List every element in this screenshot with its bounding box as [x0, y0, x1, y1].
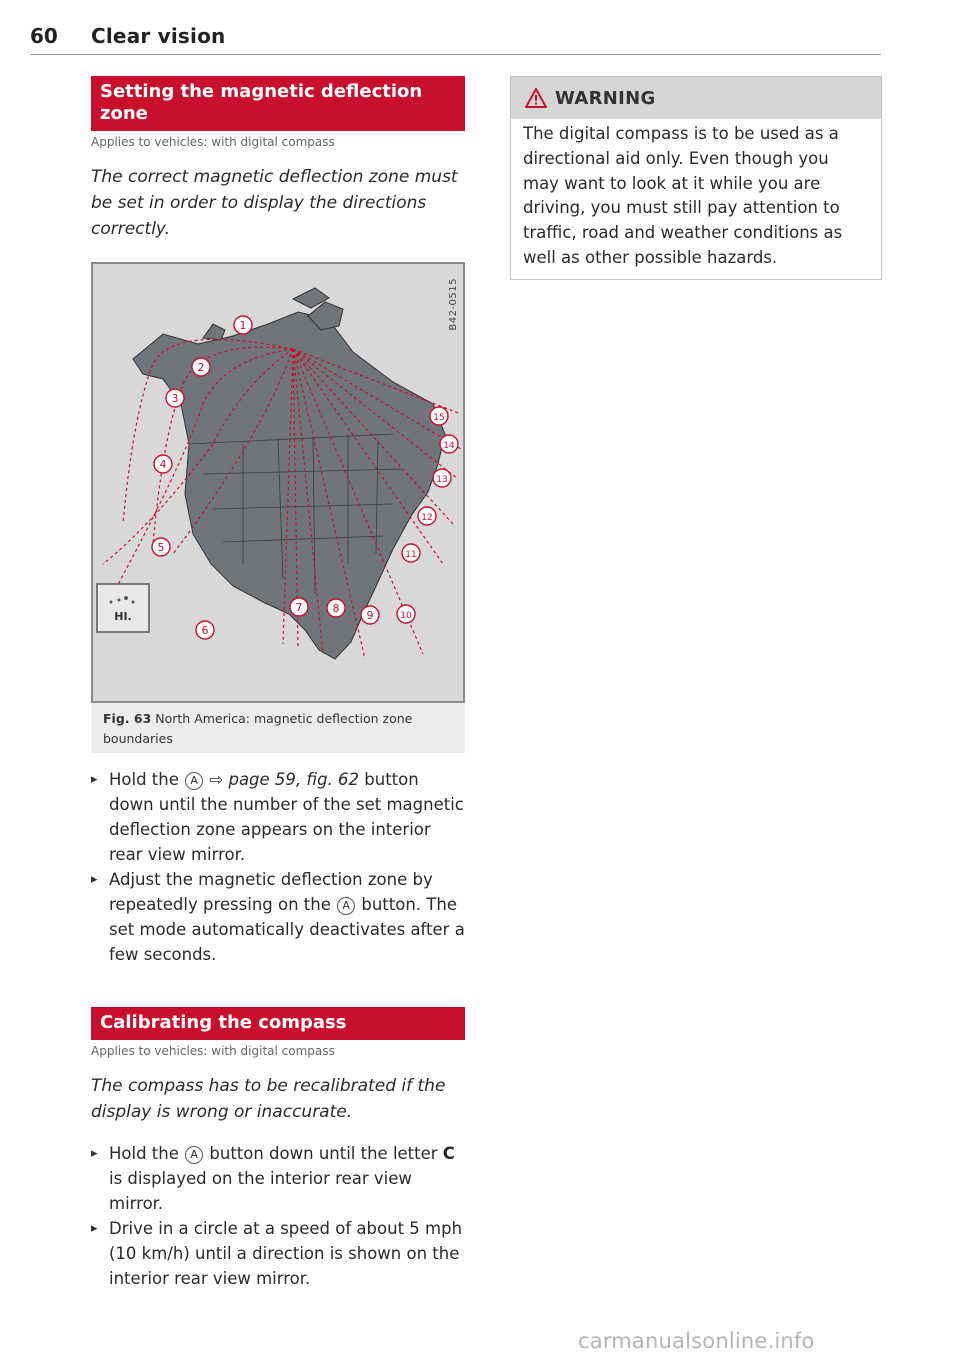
north-america-map-graphic — [93, 264, 463, 701]
zone-marker-5 — [152, 538, 170, 556]
zone-label: 8 — [332, 602, 340, 615]
button-a-symbol: A — [185, 772, 203, 790]
page-reference-link[interactable]: page 59, fig. 62 — [228, 770, 360, 789]
zone-label: 5 — [157, 541, 165, 554]
zone-label: 1 — [239, 319, 247, 332]
chapter-title: Clear vision — [91, 24, 226, 48]
left-column — [91, 76, 465, 1291]
zone-label: 15 — [433, 413, 445, 423]
zone-marker-10 — [397, 605, 415, 623]
figure-caption — [91, 703, 465, 753]
warning-box — [510, 76, 882, 280]
zone-label: 6 — [201, 624, 209, 637]
zone-marker-8 — [327, 599, 345, 617]
button-a-symbol: A — [185, 1146, 203, 1164]
section-intro: The compass has to be recalibrated if the display is wrong or inaccurate. — [91, 1076, 446, 1122]
zone-marker-12 — [418, 507, 436, 525]
zone-label: 2 — [197, 361, 205, 374]
calibration-steps — [91, 1141, 465, 1291]
zone-marker-9 — [361, 606, 379, 624]
warning-title: WARNING — [555, 88, 656, 109]
warning-header — [511, 77, 881, 119]
zone-marker-6 — [196, 621, 214, 639]
warning-triangle-icon — [525, 88, 547, 108]
zone-label: 4 — [159, 458, 167, 471]
zone-marker-14 — [440, 435, 458, 453]
page-number: 60 — [30, 24, 58, 48]
zone-marker-4 — [154, 455, 172, 473]
zone-marker-1 — [234, 316, 252, 334]
step-hold-for-c: ▸ Hold the A button down until the letter C is displayed on the interior rear view mirror. — [91, 1141, 465, 1216]
zone-label: 13 — [436, 475, 448, 485]
zone-label: 9 — [366, 609, 374, 622]
zone-marker-11 — [402, 544, 420, 562]
step-adjust-zone: ▸ Adjust the magnetic deflection zone by repeatedly pressing on the A button. The set mode automatically deactivates after a few seconds. — [91, 867, 465, 967]
figure-caption-text: North America: magnetic deflection zone boundaries — [103, 711, 413, 746]
zone-label: 3 — [171, 392, 179, 405]
warning-text: The digital compass is to be used as a directional aid only. Even though you may want to look at it while you are driving, you must still pay attention to traffic, road and weather conditions as well as other possible hazards. — [523, 124, 843, 267]
figure-label: Fig. 63 — [103, 711, 152, 726]
page-header — [30, 22, 881, 55]
zone-label: 12 — [421, 513, 433, 523]
zone-label: 11 — [405, 550, 417, 560]
applies-note: Applies to vehicles: with digital compass — [91, 1044, 335, 1058]
button-a-symbol: A — [337, 897, 355, 915]
zone-label: 14 — [443, 441, 455, 451]
step-drive-circle: ▸ Drive in a circle at a speed of about 5 mph (10 km/h) until a direction is shown on the interior rear view mirror. — [91, 1216, 465, 1291]
section-heading-deflection-zone: Setting the magnetic deflection zone — [91, 76, 465, 131]
step-hold-button: ▸ Hold the A ⇨ page 59, fig. 62 button down until the number of the set magnetic deflection zone appears on the interior rear view mirror. — [91, 767, 465, 867]
section-intro: The correct magnetic deflection zone must be set in order to display the directions correctly. — [91, 167, 458, 239]
applies-note: Applies to vehicles: with digital compass — [91, 135, 335, 149]
zone-marker-3 — [166, 389, 184, 407]
hawaii-label: HI. — [114, 610, 132, 623]
deflection-steps — [91, 767, 465, 967]
zone-marker-15 — [430, 407, 448, 425]
zone-label: 7 — [295, 601, 303, 614]
deflection-zone-map — [91, 262, 465, 703]
section-heading-calibrating: Calibrating the compass — [91, 1007, 465, 1040]
figure-63 — [91, 262, 465, 753]
zone-marker-13 — [433, 469, 451, 487]
site-watermark: carmanualsonline.info — [578, 1329, 815, 1353]
zone-marker-2 — [192, 358, 210, 376]
zone-label: 10 — [400, 611, 412, 621]
figure-code: B42-0515 — [448, 278, 459, 331]
right-column — [510, 76, 882, 280]
zone-marker-7 — [290, 598, 308, 616]
